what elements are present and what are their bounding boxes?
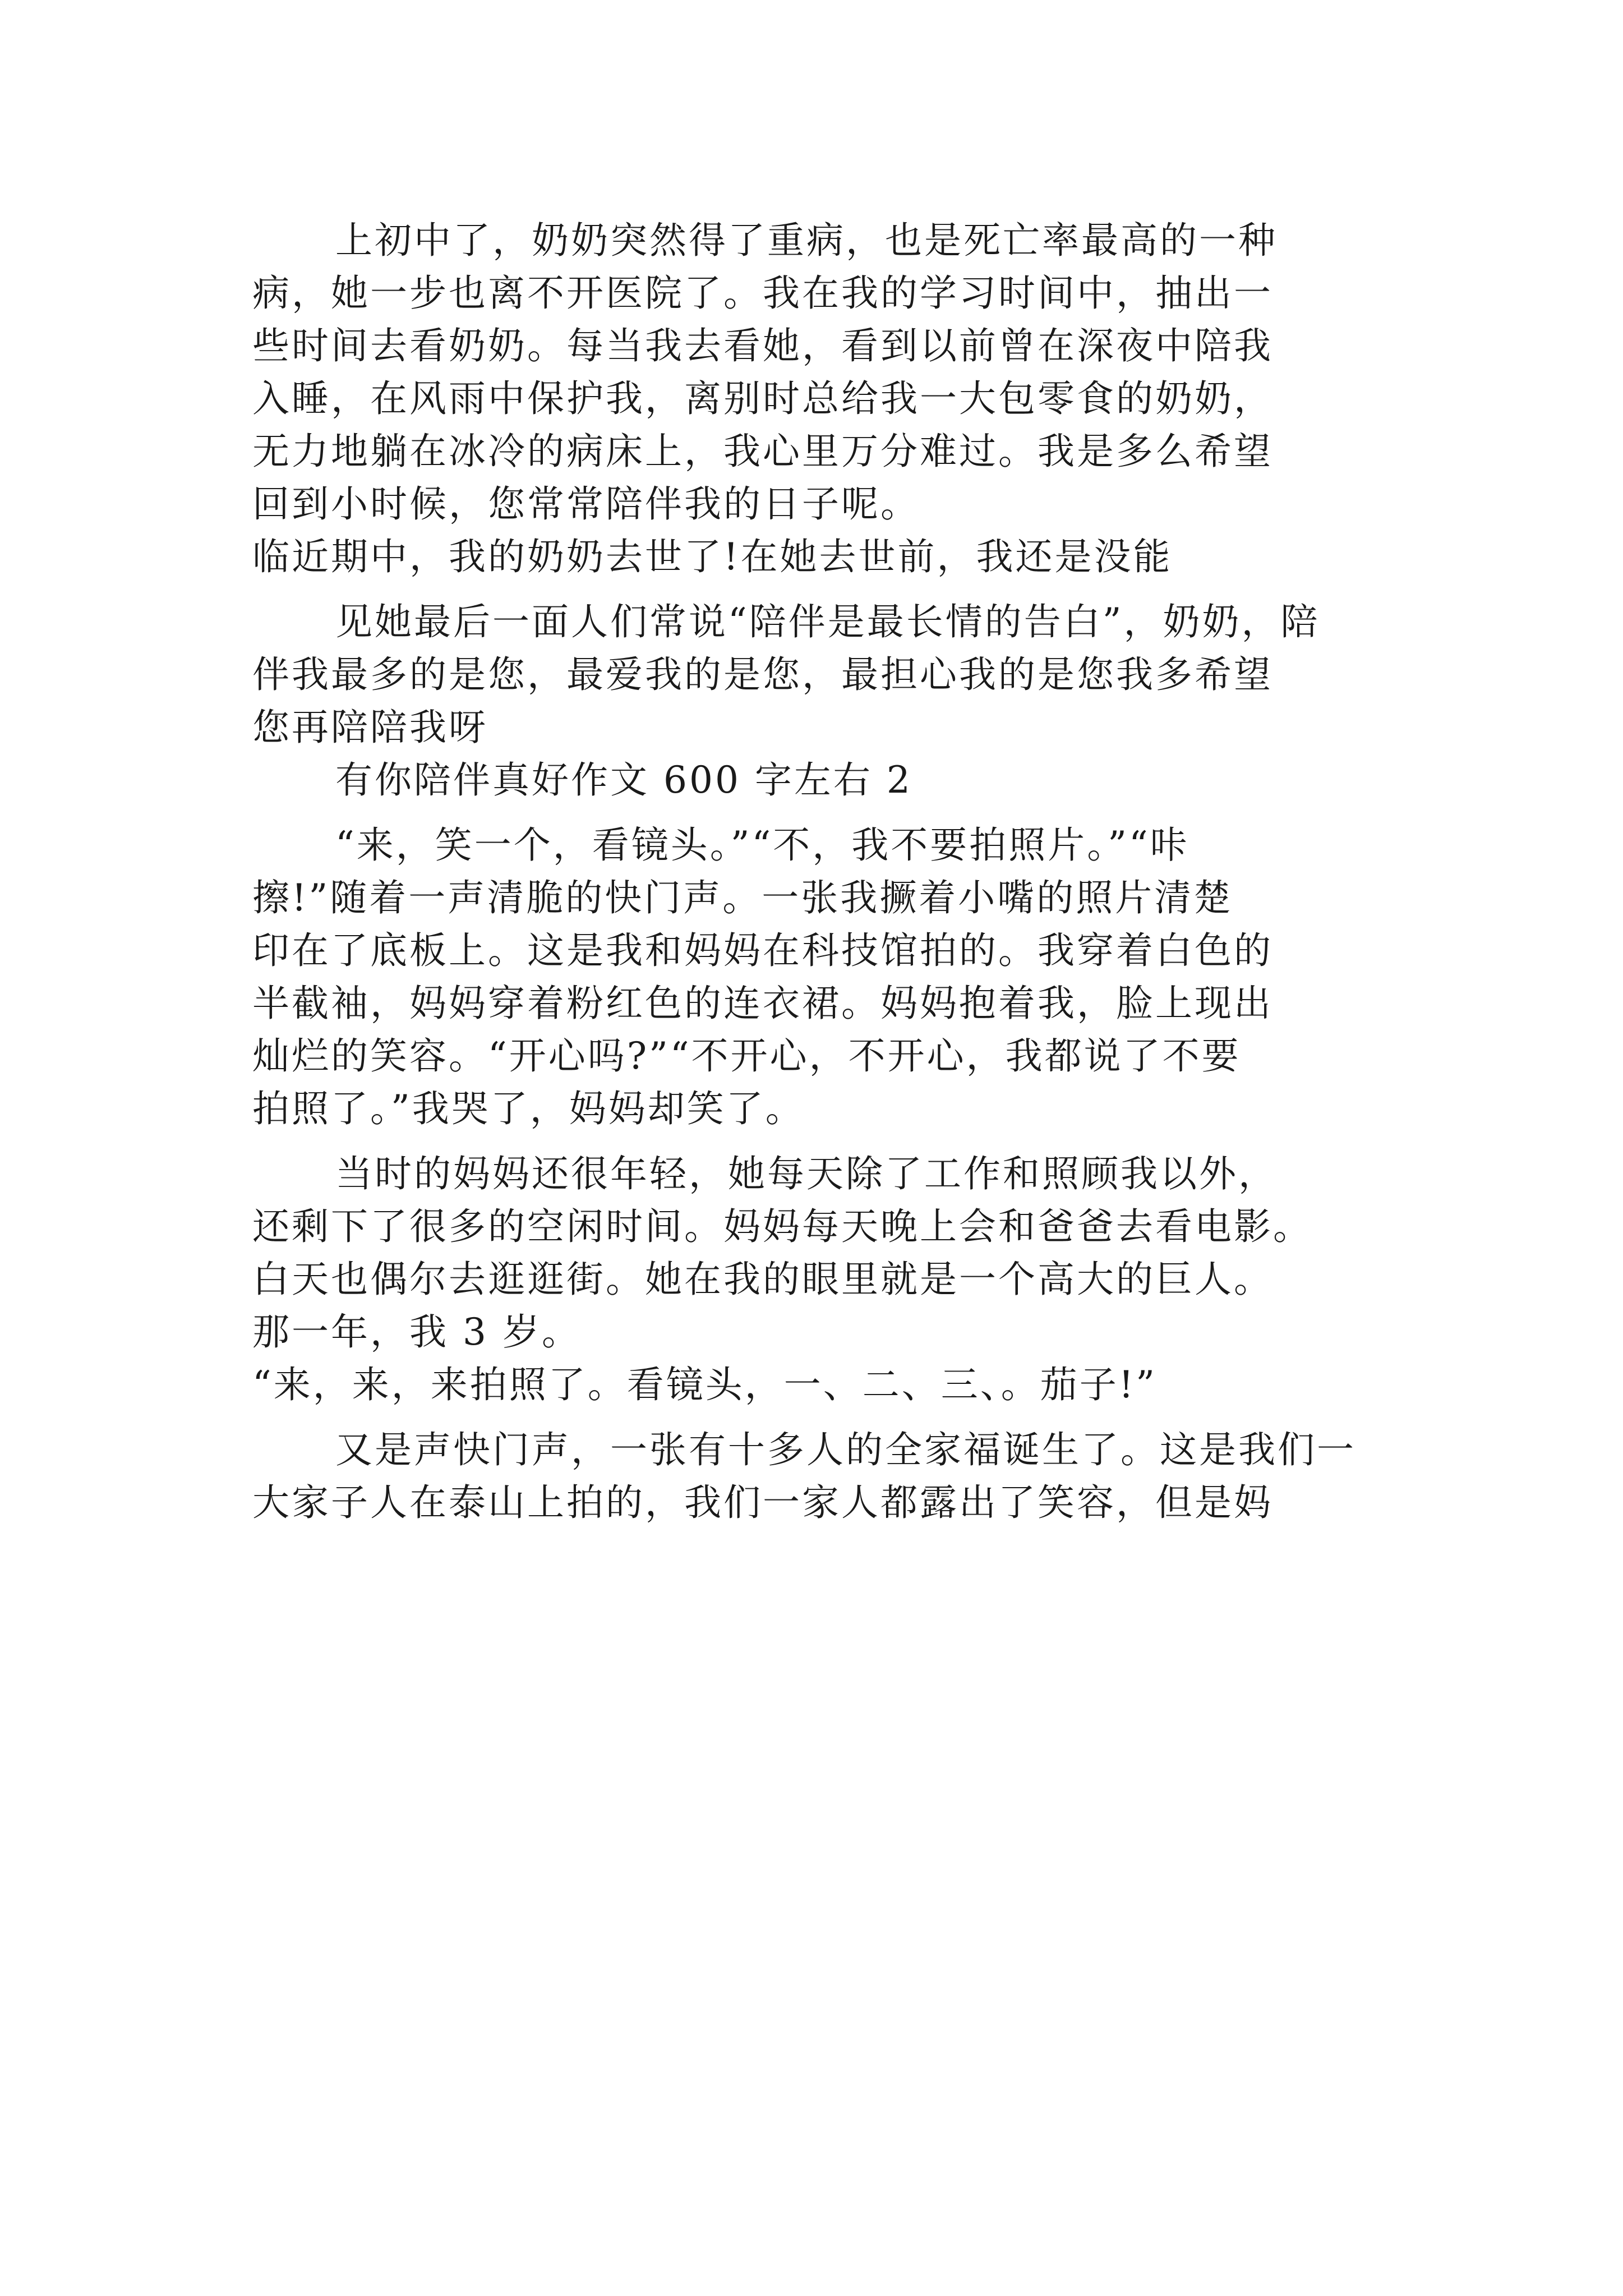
text-line: 病，她一步也离不开医院了。我在我的学习时间中，抽出一 — [252, 272, 1273, 315]
text-line: 拍照了。”我哭了，妈妈却笑了。 — [252, 1087, 805, 1130]
text-line: “来，来，来拍照了。看镜头，一、二、三、。茄子!” — [252, 1363, 1158, 1406]
text-line: 那一年，我 3 岁。 — [252, 1310, 581, 1354]
text-line: 无力地躺在冰冷的病床上，我心里万分难过。我是多么希望 — [252, 430, 1273, 473]
text-line: 印在了底板上。这是我和妈妈在科技馆拍的。我穿着白色的 — [252, 929, 1273, 972]
text-line: 回到小时候，您常常陪伴我的日子呢。 — [252, 482, 920, 526]
text-line: 白天也偶尔去逛逛街。她在我的眼里就是一个高大的巨人。 — [252, 1258, 1273, 1301]
text-line: 大家子人在泰山上拍的，我们一家人都露出了笑容，但是妈 — [252, 1481, 1273, 1524]
text-line: “来，笑一个，看镜头。”“不，我不要拍照片。”“咔 — [335, 823, 1189, 867]
text-line: 当时的妈妈还很年轻，她每天除了工作和照顾我以外， — [335, 1152, 1278, 1195]
text-line: 还剩下了很多的空闲时间。妈妈每天晚上会和爸爸去看电影。 — [252, 1205, 1312, 1248]
text-line: 伴我最多的是您，最爱我的是您，最担心我的是您我多希望 — [252, 653, 1273, 696]
text-line: 又是声快门声，一张有十多人的全家福诞生了。这是我们一 — [335, 1428, 1356, 1471]
text-line: 临近期中，我的奶奶去世了!在她去世前，我还是没能 — [252, 535, 1173, 578]
text-line: 灿烂的笑容。“开心吗?”“不开心，不开心，我都说了不要 — [252, 1034, 1241, 1078]
text-line: 半截袖，妈妈穿着粉红色的连衣裙。妈妈抱着我，脸上现出 — [252, 982, 1273, 1025]
text-line: 上初中了，奶奶突然得了重病，也是死亡率最高的一种 — [335, 219, 1278, 262]
text-line: 擦!”随着一声清脆的快门声。一张我撅着小嘴的照片清楚 — [252, 876, 1233, 919]
text-line: 些时间去看奶奶。每当我去看她，看到以前曾在深夜中陪我 — [252, 324, 1273, 367]
text-line: 您再陪陪我呀 — [252, 706, 488, 749]
text-line: 入睡，在风雨中保护我，离别时总给我一大包零食的奶奶， — [252, 377, 1273, 420]
text-line: 有你陪伴真好作文 600 字左右 2 — [335, 758, 912, 802]
text-line: 见她最后一面人们常说“陪伴是最长情的告白”，奶奶，陪 — [335, 600, 1320, 643]
